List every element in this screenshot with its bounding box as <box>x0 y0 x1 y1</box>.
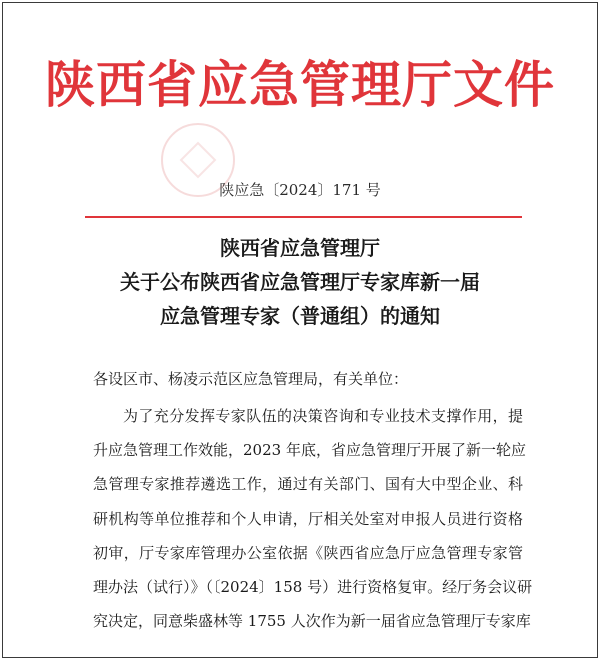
masthead: 陕西省应急管理厅文件 <box>45 56 555 114</box>
body-line: 初审，厅专家库管理办公室依据《陕西省应急厅应急管理专家管 <box>93 543 523 562</box>
body-line: 理办法（试行）》（〔2024〕158 号）进行资格复审。经厅务会议研 <box>93 578 533 597</box>
notice-title <box>3 231 597 333</box>
document-number: 陕应急〔2024〕171 号 <box>219 181 381 199</box>
title-line: 应急管理专家（普通组）的通知 <box>160 304 440 328</box>
red-divider-line <box>85 216 522 218</box>
document-page <box>2 2 598 658</box>
body-line: 究决定，同意柴盛林等 1755 人次作为新一届省应急管理厅专家库 <box>93 612 531 631</box>
body-line: 升应急管理工作效能，2023 年底，省应急管理厅开展了新一轮应 <box>93 441 526 460</box>
body-line: 急管理专家推荐遴选工作，通过有关部门、国有大中型企业、科 <box>93 475 523 494</box>
body-line: 为了充分发挥专家队伍的决策咨询和专业技术支撑作用，提 <box>123 407 523 425</box>
title-line: 陕西省应急管理厅 <box>220 236 380 260</box>
salutation: 各设区市、杨凌示范区应急管理局，有关单位： <box>93 370 409 388</box>
body-line: 研机构等单位推荐和个人申请，厅相关处室对申报人员进行资格 <box>93 509 523 528</box>
title-line: 关于公布陕西省应急管理厅专家库新一届 <box>120 270 480 294</box>
body-text <box>93 399 533 638</box>
